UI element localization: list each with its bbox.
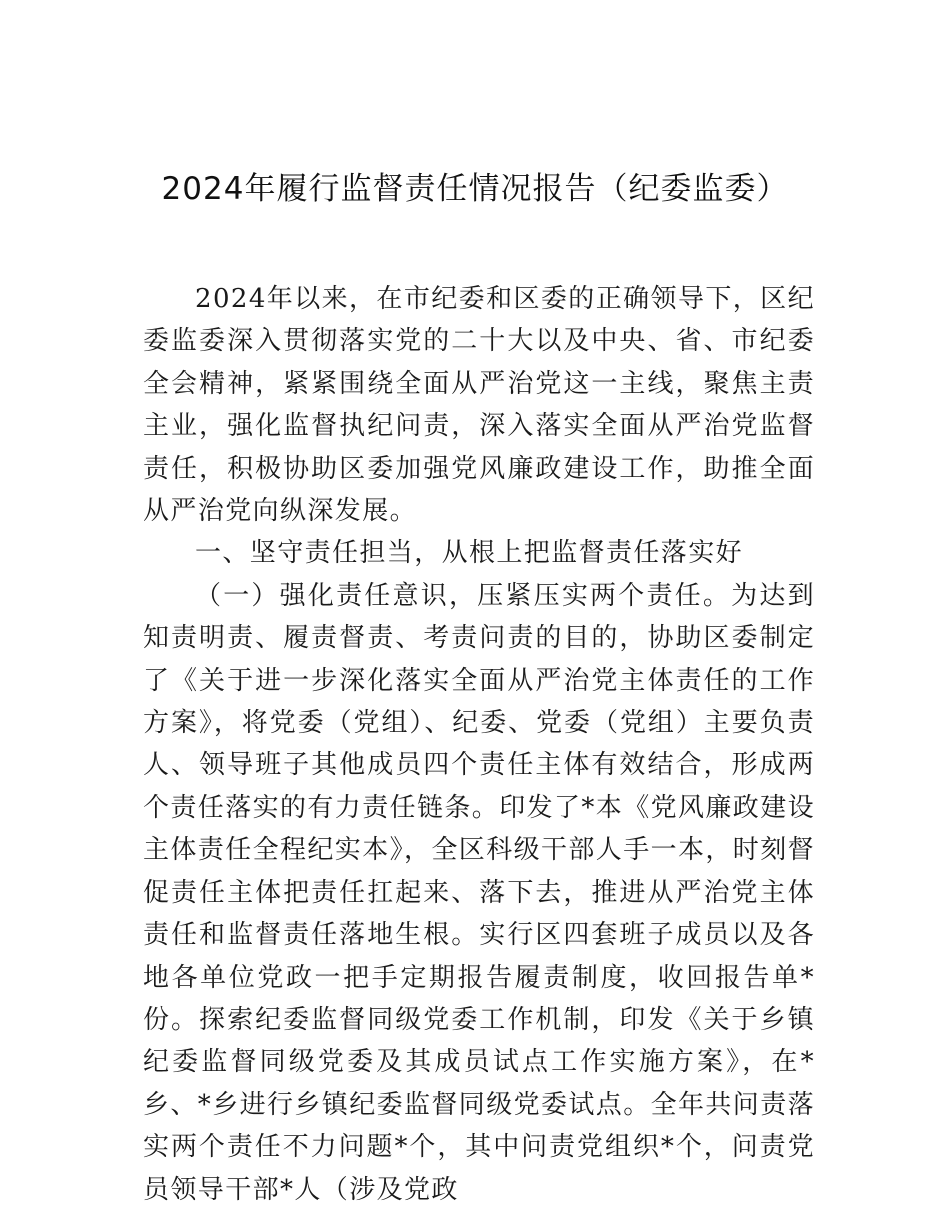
document-title: 2024年履行监督责任情况报告（纪委监委）: [161, 171, 789, 207]
section-paragraph: （一）强化责任意识，压紧压实两个责任。为达到知责明责、履责督责、考责问责的目的，协助区委制定了《关于进一步深化落实全面从严治党主体责任的工作方案》，将党委（党组）、纪委、党委（党组）主要负责人、领导班子其他成员四个责任主体有效结合，形成两个责任落实的有力责任链条。印发了*本《党风廉政建设主体责任全程纪实本》，全区科级干部人手一本，时刻督促责任主体把责任扛起来、落下去，推进从严治党主体责任和监督责任落地生根。实行区四套班子成员以及各地各单位党政一把手定期报告履责制度，收回报告单*份。探索纪委监督同级党委工作机制，印发《关于乡镇纪委监督同级党委及其成员试点工作实施方案》，在*乡、*乡进行乡镇纪委监督同级党委试点。全年共问责落实两个责任不力问题*个，其中问责党组织*个，问责党员领导干部*人（涉及党政: [143, 580, 816, 1205]
document-body: [143, 278, 815, 1211]
intro-paragraph: 2024年以来，在市纪委和区委的正确领导下，区纪委监委深入贯彻落实党的二十大以及中央、省、市纪委全会精神，紧紧围绕全面从严治党这一主线，聚焦主责主业，强化监督执纪问责，深入落实全面从严治党监督责任，积极协助区委加强党风廉政建设工作，助推全面从严治党向纵深发展。: [143, 284, 815, 527]
section-heading: 一、坚守责任担当，从根上把监督责任落实好: [195, 538, 744, 569]
